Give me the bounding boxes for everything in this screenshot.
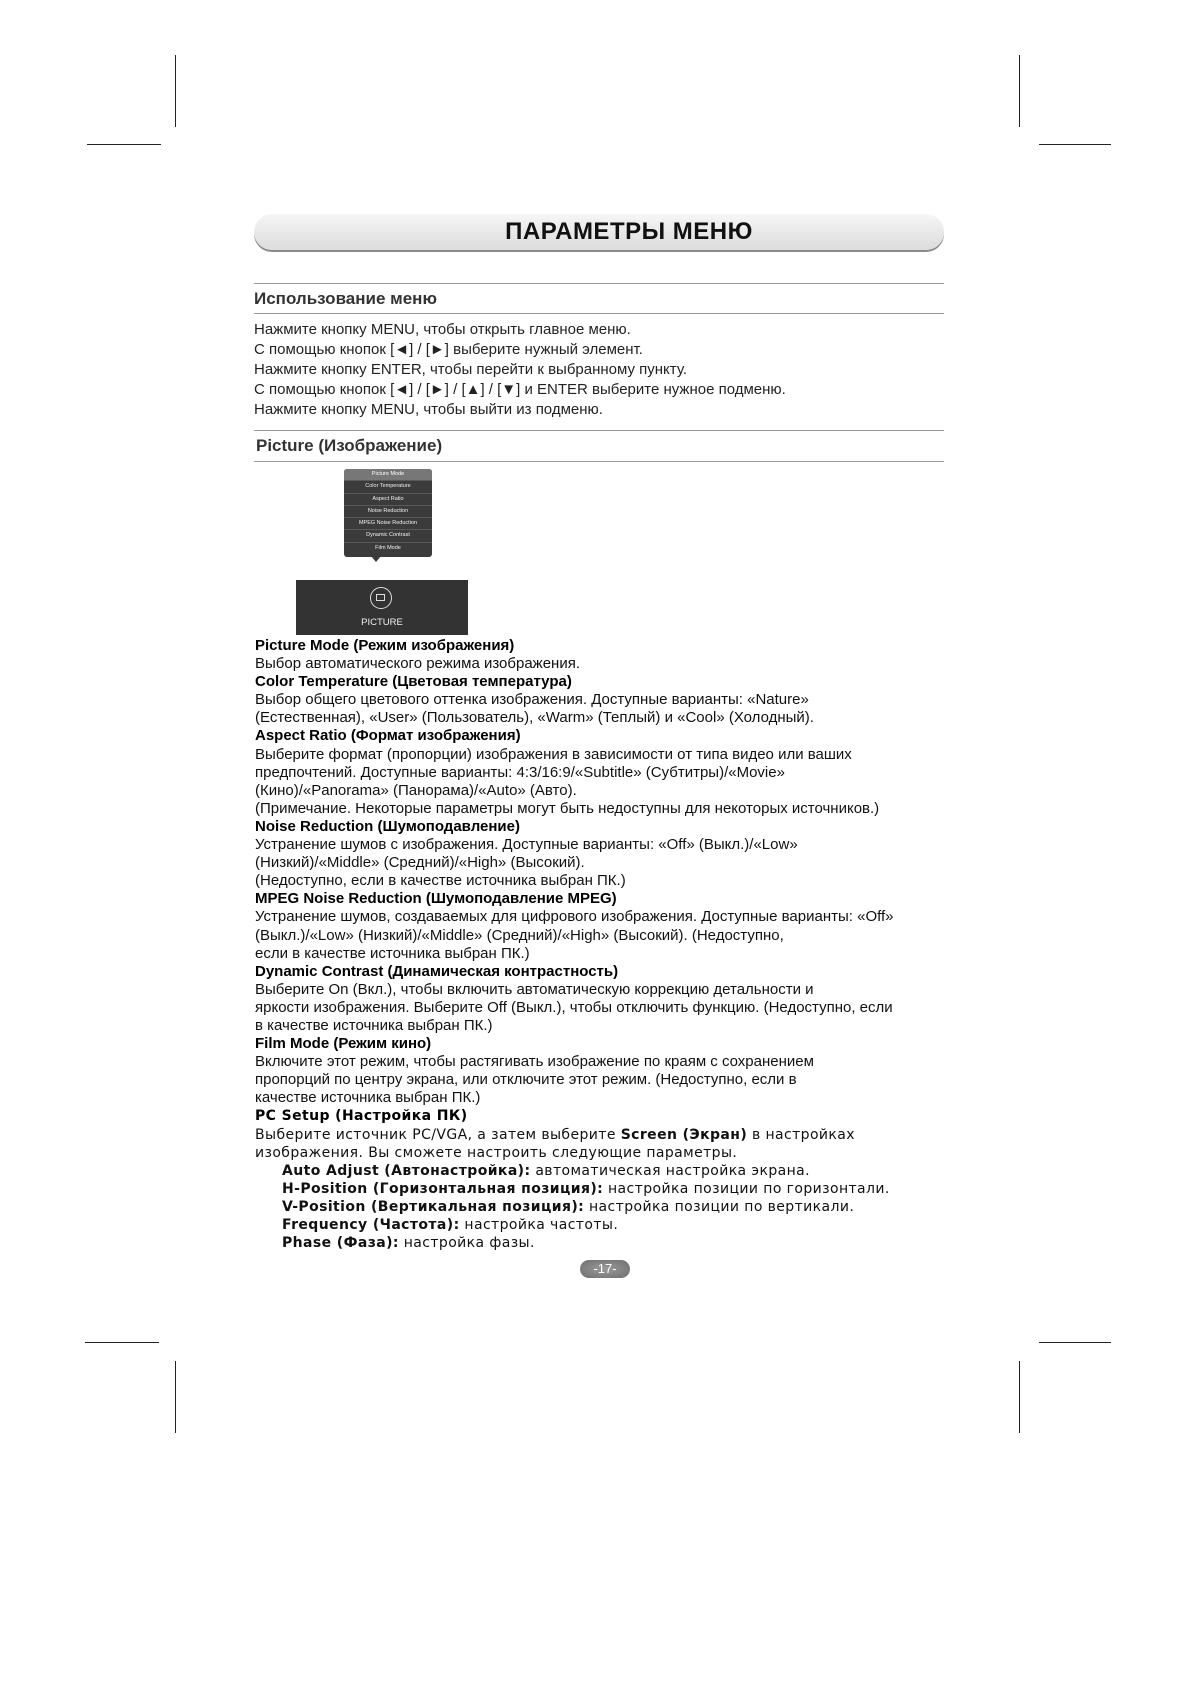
- osd-menu-item: Film Mode: [375, 544, 401, 551]
- setting-heading: MPEG Noise Reduction (Шумоподавление MPEG): [255, 890, 617, 908]
- description-line: (Кино)/«Panorama» (Панорама)/«Auto» (Авто).: [255, 781, 577, 799]
- setting-heading: Film Mode (Режим кино): [255, 1035, 432, 1053]
- picture-icon: [370, 587, 392, 609]
- crop-mark: [1039, 144, 1111, 145]
- instruction-line: С помощью кнопок [◄] / [►] / [▲] / [▼] и ENTER выберите нужное подменю.: [254, 381, 786, 398]
- description-line: яркости изображения. Выберите Off (Выкл.), чтобы отключить функцию. (Недоступно, если: [255, 998, 893, 1016]
- crop-mark: [87, 144, 161, 145]
- crop-mark: [175, 55, 176, 127]
- osd-menu-item: Picture Mode: [344, 469, 432, 481]
- description-line: качестве источника выбран ПК.): [255, 1089, 481, 1107]
- description-line: Устранение шумов, создаваемых для цифрового изображения. Доступные варианты: «Off»: [255, 908, 894, 926]
- description-line: Выберите формат (пропорции) изображения в зависимости от типа видео или ваших: [255, 745, 852, 763]
- pc-parameter: H-Position (Горизонтальная позиция): настройка позиции по горизонтали.: [282, 1180, 890, 1197]
- description-line: (Низкий)/«Middle» (Средний)/«High» (Высокий).: [255, 854, 585, 872]
- description-line: (Естественная), «User» (Пользователь), «Warm» (Теплый) и «Cool» (Холодный).: [255, 709, 814, 727]
- description-line: Включите этот режим, чтобы растягивать изображение по краям с сохранением: [255, 1053, 814, 1071]
- page-title: ПАРАМЕТРЫ МЕНЮ: [505, 218, 753, 245]
- page-number: -17-: [580, 1260, 630, 1278]
- description-line: Выберите источник PC/VGA, а затем выберите Screen (Экран) в настройках: [255, 1126, 855, 1143]
- osd-pointer-arrow: [371, 556, 381, 562]
- osd-menu-item: MPEG Noise Reduction: [344, 518, 432, 530]
- setting-heading: Dynamic Contrast (Динамическая контрастность): [255, 962, 619, 980]
- setting-heading: PC Setup (Настройка ПК): [255, 1108, 468, 1125]
- crop-mark: [1019, 1361, 1020, 1433]
- usage-instructions: [254, 320, 954, 420]
- crop-mark: [1039, 1342, 1111, 1343]
- description-line: если в качестве источника выбран ПК.): [255, 944, 530, 962]
- osd-menu-item: Aspect Ratio: [344, 494, 432, 506]
- description-line: пропорций по центру экрана, или отключите этот режим. (Недоступно, если в: [255, 1071, 797, 1089]
- setting-heading: Aspect Ratio (Формат изображения): [255, 727, 521, 745]
- pc-parameter: V-Position (Вертикальная позиция): настройка позиции по вертикали.: [282, 1198, 855, 1215]
- setting-heading: Color Temperature (Цветовая температура): [255, 673, 572, 691]
- description-line: Выберите On (Вкл.), чтобы включить автоматическую коррекцию детальности и: [255, 980, 814, 998]
- description-line: Выбор автоматического режима изображения.: [255, 655, 580, 673]
- picture-menu-tile: [296, 580, 468, 635]
- crop-mark: [1019, 55, 1020, 127]
- osd-menu-item: Dynamic Contrast: [344, 530, 432, 542]
- osd-menu-item: Noise Reduction: [344, 506, 432, 518]
- picture-settings-description: [255, 637, 975, 1252]
- crop-mark: [175, 1361, 176, 1433]
- instruction-line: Нажмите кнопку MENU, чтобы выйти из подменю.: [254, 401, 603, 418]
- description-line: Выбор общего цветового оттенка изображения. Доступные варианты: «Nature»: [255, 691, 809, 709]
- osd-picture-menu: [344, 469, 432, 557]
- section-heading-usage: Использование меню: [254, 283, 944, 314]
- description-line: в качестве источника выбран ПК.): [255, 1016, 493, 1034]
- crop-mark: [85, 1342, 159, 1343]
- description-line: предпочтений. Доступные варианты: 4:3/16:9/«Subtitle» (Субтитры)/«Movie»: [255, 763, 785, 781]
- section-heading-picture: Picture (Изображение): [254, 430, 944, 462]
- description-line: Устранение шумов с изображения. Доступные варианты: «Off» (Выкл.)/«Low»: [255, 836, 798, 854]
- setting-heading: Picture Mode (Режим изображения): [255, 637, 515, 654]
- description-line: (Недоступно, если в качестве источника выбран ПК.): [255, 872, 626, 890]
- setting-heading: Noise Reduction (Шумоподавление): [255, 817, 520, 835]
- page-title-bar: [254, 214, 944, 250]
- description-line: (Примечание. Некоторые параметры могут быть недоступны для некоторых источников.): [255, 799, 880, 817]
- pc-parameter: Phase (Фаза): настройка фазы.: [282, 1235, 535, 1252]
- osd-menu-item: Color Temperature: [344, 481, 432, 493]
- instruction-line: С помощью кнопок [◄] / [►] выберите нужный элемент.: [254, 341, 643, 358]
- instruction-line: Нажмите кнопку ENTER, чтобы перейти к выбранному пункту.: [254, 361, 687, 378]
- pc-parameter: Frequency (Частота): настройка частоты.: [282, 1217, 619, 1233]
- picture-tile-label: PICTURE: [361, 617, 403, 628]
- instruction-line: Нажмите кнопку MENU, чтобы открыть главное меню.: [254, 321, 631, 338]
- description-line: (Выкл.)/«Low» (Низкий)/«Middle» (Средний)/«High» (Высокий). (Недоступно,: [255, 926, 784, 944]
- description-line: изображения. Вы сможете настроить следующие параметры.: [255, 1144, 738, 1161]
- pc-parameter: Auto Adjust (Автонастройка): автоматическая настройка экрана.: [282, 1162, 810, 1179]
